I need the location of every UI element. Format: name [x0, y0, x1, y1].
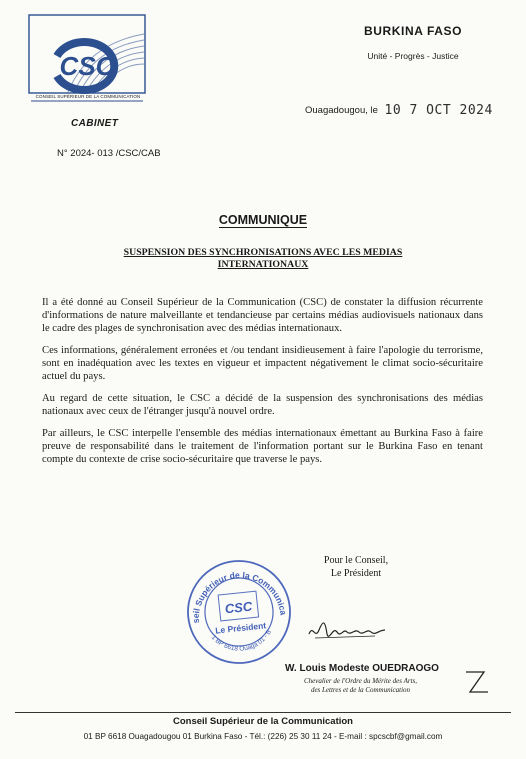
- reference-number: N° 2024- 013 /CSC/CAB: [57, 148, 161, 159]
- official-seal-stamp: [184, 557, 294, 667]
- cabinet-label: CABINET: [71, 118, 119, 129]
- place-label: Ouagadougou, le: [305, 105, 378, 116]
- place-and-date: [305, 103, 493, 118]
- document-title-text: COMMUNIQUE: [218, 213, 308, 227]
- handwritten-signature: [305, 610, 395, 650]
- body-paragraph: Il a été donné au Conseil Supérieur de la Communication (CSC) de constater la diffusion récurrente d'informations de nature malveillante et tendancieuse par certains médias audiovisuels nationaux dans le cadre des plages de synchronisation avec des médias internationaux.: [42, 297, 483, 334]
- seal-center-text: Le Président: [214, 620, 267, 636]
- distinction-line: Chevalier de l'Ordre du Mérite des Arts,: [303, 677, 418, 685]
- document-subject: SUSPENSION DES SYNCHRONISATIONS AVEC LES MEDIAS INTERNATIONAUX: [123, 247, 403, 270]
- for-council-label: Pour le Conseil,: [323, 555, 389, 566]
- footer-contact: 01 BP 6618 Ouagadougou 01 Burkina Faso - Tél.: (226) 25 30 11 24 - E-mail : spcscbf@gmail.com: [83, 732, 443, 741]
- date-stamp: 10 7 OCT 2024: [384, 103, 493, 118]
- body-paragraph: Ces informations, généralement erronées et /ou tendant insidieusement à faire l'apologie du terrorisme, sont en inadéquation avec les textes en vigueur et impactent négativement le climat socio-sécuritaire actuel du pays.: [42, 345, 483, 382]
- handwritten-initial: [460, 666, 490, 696]
- seal-logo-text: CSC: [224, 598, 253, 617]
- document-body: [42, 296, 483, 475]
- csc-logo: [28, 14, 146, 106]
- footer-divider: [15, 712, 511, 713]
- logo-caption: CONSEIL SUPÉRIEUR DE LA COMMUNICATION: [35, 94, 141, 99]
- document-title: [0, 213, 526, 227]
- president-label: Le Président: [330, 568, 382, 579]
- country-name: BURKINA FASO: [363, 24, 463, 38]
- seal-bottom-text: 01 BP 6618 Ouaga 01 - BF: [209, 628, 273, 653]
- closing-block: [296, 554, 416, 580]
- body-paragraph: Au regard de cette situation, le CSC a décidé de la suspension des synchronisations des médias nationaux avec ceux de l'étranger jusqu'à nouvel ordre.: [42, 393, 483, 417]
- signer-name: W. Louis Modeste OUEDRAOGO: [285, 663, 439, 674]
- signer-distinction: [258, 677, 463, 694]
- body-paragraph: Par ailleurs, le CSC interpelle l'ensemble des médias internationaux émettant au Burkina Faso à faire preuve de responsabilité dans le traitement de l'information portant sur le Burkina Faso en tenant compte du contexte de crise socio-sécuritaire que traverse le pays.: [42, 428, 483, 465]
- seal-ring-text: Conseil Supérieur de la Communication: [190, 569, 289, 624]
- national-motto: Unité - Progrès - Justice: [367, 51, 459, 61]
- footer-organization: Conseil Supérieur de la Communication: [172, 716, 353, 727]
- distinction-line: des Lettres et de la Communication: [310, 685, 411, 694]
- logo-text: CSC: [59, 51, 115, 81]
